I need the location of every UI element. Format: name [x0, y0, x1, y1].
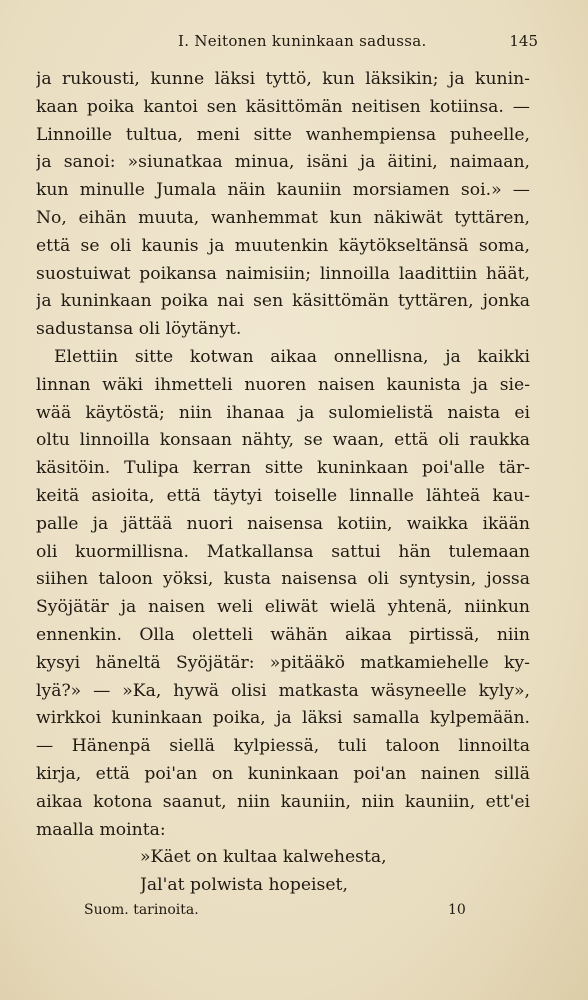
text-line: käsitöin. Tulipa kerran sitte kuninkaan poi'alle tär-: [36, 458, 530, 479]
text-line: — Hänenpä siellä kylpiessä, tuli taloon linnoilta: [36, 736, 530, 757]
text-line: että se oli kaunis ja muutenkin käytökseltänsä soma,: [36, 235, 530, 256]
text-line: Linnoille tultua, meni sitte wanhempiensa puheelle,: [36, 124, 530, 145]
text-line: Elettiin sitte kotwan aikaa onnellisna, ja kaikki: [54, 346, 530, 367]
text-line: wää käytöstä; niin ihanaa ja sulomielistä naista ei: [36, 402, 530, 423]
text-line: ja rukousti, kunne läksi tyttö, kun läksikin; ja kunin-: [36, 69, 530, 89]
text-line: linnan wäki ihmetteli nuoren naisen kaunista ja sie-: [36, 374, 530, 395]
text-line: ja sanoi: »siunatkaa minua, isäni ja äitini, naimaan,: [36, 152, 530, 173]
text-line: aikaa kotona saanut, niin kauniin, niin kauniin, ett'ei: [36, 791, 530, 812]
text-line: maalla mointa:: [36, 819, 166, 840]
text-line: kirja, että poi'an on kuninkaan poi'an nainen sillä: [36, 763, 530, 784]
text-line: suostuiwat poikansa naimisiin; linnoilla laadittiin häät,: [36, 263, 530, 284]
page-footer: [50, 900, 538, 922]
verse-line: Jal'at polwista hopeiset,: [140, 874, 348, 895]
text-line: siihen taloon yöksi, kusta naisensa oli syntysin, jossa: [36, 569, 530, 590]
text-line: lyä?» — »Ka, hywä olisi matkasta wäsyneelle kyly»,: [36, 680, 530, 701]
text-line: oltu linnoilla konsaan nähty, se waan, että oli raukka: [36, 430, 530, 451]
verse-line: »Käet on kultaa kalwehesta,: [140, 847, 387, 867]
running-title: I. Neitonen kuninkaan sadussa.: [178, 32, 427, 50]
text-line: ja kuninkaan poika nai sen käsittömän tyttären, jonka: [36, 291, 530, 312]
running-header: [36, 30, 538, 54]
text-line: kaan poika kantoi sen käsittömän neitisen kotiinsa. —: [36, 96, 530, 117]
text-line: kun minulle Jumala näin kauniin morsiamen soi.» —: [36, 180, 530, 201]
text-line: No, eihän muuta, wanhemmat kun näkiwät tyttären,: [36, 207, 530, 228]
text-line: Syöjätär ja naisen weli eliwät wielä yhtenä, niinkun: [36, 597, 530, 618]
text-line: sadustansa oli löytänyt.: [36, 319, 242, 340]
text-line: kysyi häneltä Syöjätär: »pitääkö matkamiehelle ky-: [36, 652, 530, 673]
verse-block: [140, 844, 500, 900]
text-body: [36, 66, 530, 844]
signature-mark: Suom. tarinoita.: [84, 902, 199, 918]
page-number: 145: [509, 32, 538, 50]
text-line: oli kuormillisna. Matkallansa sattui hän tulemaan: [36, 541, 530, 562]
text-line: ennenkin. Olla oletteli wähän aikaa pirtissä, niin: [36, 624, 530, 645]
text-line: keitä asioita, että täytyi toiselle linnalle lähteä kau-: [36, 485, 530, 506]
sheet-number: 10: [448, 902, 466, 918]
text-line: wirkkoi kuninkaan poika, ja läksi samalla kylpemään.: [36, 708, 530, 729]
text-line: palle ja jättää nuori naisensa kotiin, waikka ikään: [36, 513, 530, 534]
